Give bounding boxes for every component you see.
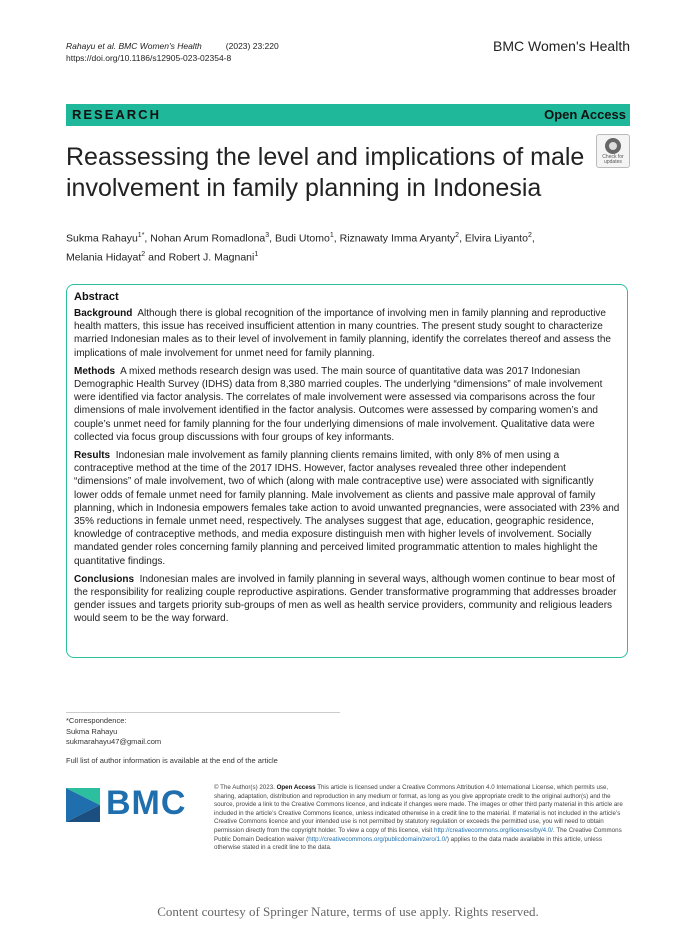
correspondence-block: [66, 716, 161, 748]
author-affiliation-mark: 1: [254, 250, 259, 258]
section-text: Although there is global recognition of the importance of involving men in family planning and reproductive health matters, this issue has received insufficient attention in many countries. The present study sought to characterize married Indonesian males as to their level of involvement in family planning, identify the correlates thereof and assess the implications of male involvement for unmet need for family planning.: [74, 308, 611, 359]
copyright: © The Author(s) 2023.: [214, 784, 275, 791]
bmc-logo-icon: [66, 788, 100, 822]
author-name[interactable]: Robert J. Magnani: [168, 251, 255, 263]
section-label: Results: [74, 450, 111, 462]
update-icon: [605, 138, 621, 154]
author-name[interactable]: Riznawaty Imma Aryanty: [339, 232, 456, 245]
author-affiliation-mark: 2: [527, 232, 532, 239]
license-body-2: . The Creative Commons Public Domain Dedication waiver (: [214, 826, 622, 843]
author-affiliation-mark: 2: [455, 232, 460, 239]
abstract-heading: Abstract: [74, 291, 119, 303]
section-label: Background: [74, 308, 133, 319]
abstract-methods: [74, 365, 620, 444]
check-for-updates-badge[interactable]: [596, 134, 630, 168]
footnote-divider: [66, 712, 340, 713]
license-body-1: This article is licensed under a Creative Commons Attribution 4.0 International License, which permits use, sharing, adaptation, distribution and reproduction in any medium or format, as long as you give appropriate credit to the original author(s) and the source, provide a link to the Creative Commons licence, and indicate if changes were made. The images or other third party material in this article are included in the article’s Creative Commons licence, unless indicated otherwise in a credit line to the material. If material is not included in the article’s Creative Commons licence and your intended use is not permitted by statutory regulation or exceeds the permitted use, you will need to obtain permission directly from the copyright holder. To view a copy of this licence, visit: [214, 784, 623, 834]
license-link-cc0[interactable]: http://creativecommons.org/publicdomain/zero/1.0/: [308, 835, 447, 843]
license-link-cc-by[interactable]: http://creativecommons.org/licenses/by/4.0/: [434, 826, 553, 834]
author-affiliation-mark: 3: [265, 232, 270, 239]
citation-authors: Rahayu et al. BMC Women's Health: [66, 41, 202, 51]
citation-year: (2023) 23:220: [225, 41, 279, 51]
section-label: Methods: [74, 365, 116, 377]
abstract-conclusions: [74, 573, 620, 626]
author-name[interactable]: Elvira Liyanto: [464, 232, 528, 245]
abstract-box: [66, 284, 628, 658]
doi-link[interactable]: https://doi.org/10.1186/s12905-023-02354-8: [66, 53, 232, 63]
correspondence-label: *Correspondence:: [66, 716, 127, 725]
abstract-results: [74, 449, 620, 568]
open-access-label: Open Access: [544, 107, 626, 122]
badge-text: Check for updates: [602, 154, 624, 165]
author-name[interactable]: Sukma Rahayu: [66, 232, 138, 245]
bmc-logo-text: BMC: [106, 784, 187, 822]
author-name[interactable]: Melania Hidayat: [66, 251, 142, 263]
section-label: Conclusions: [74, 573, 135, 585]
author-name[interactable]: Nohan Arum Romadlona: [150, 232, 266, 245]
author-affiliation-mark: 1*: [137, 232, 145, 239]
author-list: Sukma Rahayu$^{1*}$, Nohan Arum Romadlona$^3$, Budi Utomo$^1$, Riznawaty Imma Aryanty$^2$, Elvira Liyanto$^2$, Melania Hidayat$^2$ and Robert J. Magnani$^1$: [66, 232, 535, 263]
section-text: Indonesian males are involved in family planning in several ways, although women continue to bear most of the responsibility for realizing couple reproductive aspirations. Gender transformative programming that addresses broader gender issues and targets priority sub-groups of men as well as health service providers, community and religious leaders would seem to be the way forward.: [74, 573, 617, 625]
footer-notice: Content courtesy of Springer Nature, terms of use apply. Rights reserved.: [157, 904, 539, 919]
article-type-banner: [66, 104, 630, 126]
citation-header: [66, 40, 279, 64]
bmc-logo: [66, 786, 198, 826]
section-text: Indonesian male involvement as family planning clients remains limited, with only 8% of men using a contraceptive method at the time of the 2017 IDHS. However, factor analyses revealed three other independent “dimensions” of male involvement, two of which (along with male contraceptive use) were associated with significantly lower odds of female unmet need for family planning. Male involvement as clients and passive male approval of family planning, which in Indonesia empowers females take action to avoid unwanted pregnancies, were associated with 23% and 35% reductions in female unmet need, respectively. The analyses suggest that age, education, geographic residence, knowledge of contraceptive methods, and media exposure distinguish men with higher levels of involvement. Socially mandated gender roles concerning family planning and perceived limited programmatic attention to males highlight the quantitative findings.: [74, 450, 620, 567]
abstract-background: [74, 307, 620, 360]
author-info-note: Full list of author information is available at the end of the article: [66, 756, 278, 765]
article-title: Reassessing the level and implications of male involvement in family planning in Indonesia: [66, 143, 585, 202]
correspondence-email[interactable]: sukmarahayu47@gmail.com: [66, 737, 162, 746]
author-affiliation-mark: 1: [329, 232, 334, 239]
article-type-label: RESEARCH: [72, 107, 161, 122]
section-text: A mixed methods research design was used. The main source of quantitative data was 2017 Indonesian Demographic Health Survey (IDHS) data from 8,380 married couples. The underlying “dimensions” of male involvement were identified via factor analysis. The correlates of male involvement were assessed via comparisons across the four dimensions of male involvement identified in the factor analysis. Outcomes were assessed by comparing women’s and couple’s unmet need for family planning for the four underlying dimensions of male involvement. Qualitative data were collected via focus group discussions with four groups of key informants.: [74, 365, 603, 443]
author-name[interactable]: Budi Utomo: [275, 232, 330, 245]
correspondence-name: Sukma Rahayu: [66, 726, 118, 736]
license-body-3: ) applies to the data made available in this article, unless otherwise stated in a credit line to the data.: [214, 835, 602, 852]
author-affiliation-mark: 2: [141, 250, 146, 258]
license-open-access: Open Access: [276, 784, 316, 791]
journal-name: BMC Women's Health: [492, 38, 630, 54]
license-text: [214, 784, 630, 853]
